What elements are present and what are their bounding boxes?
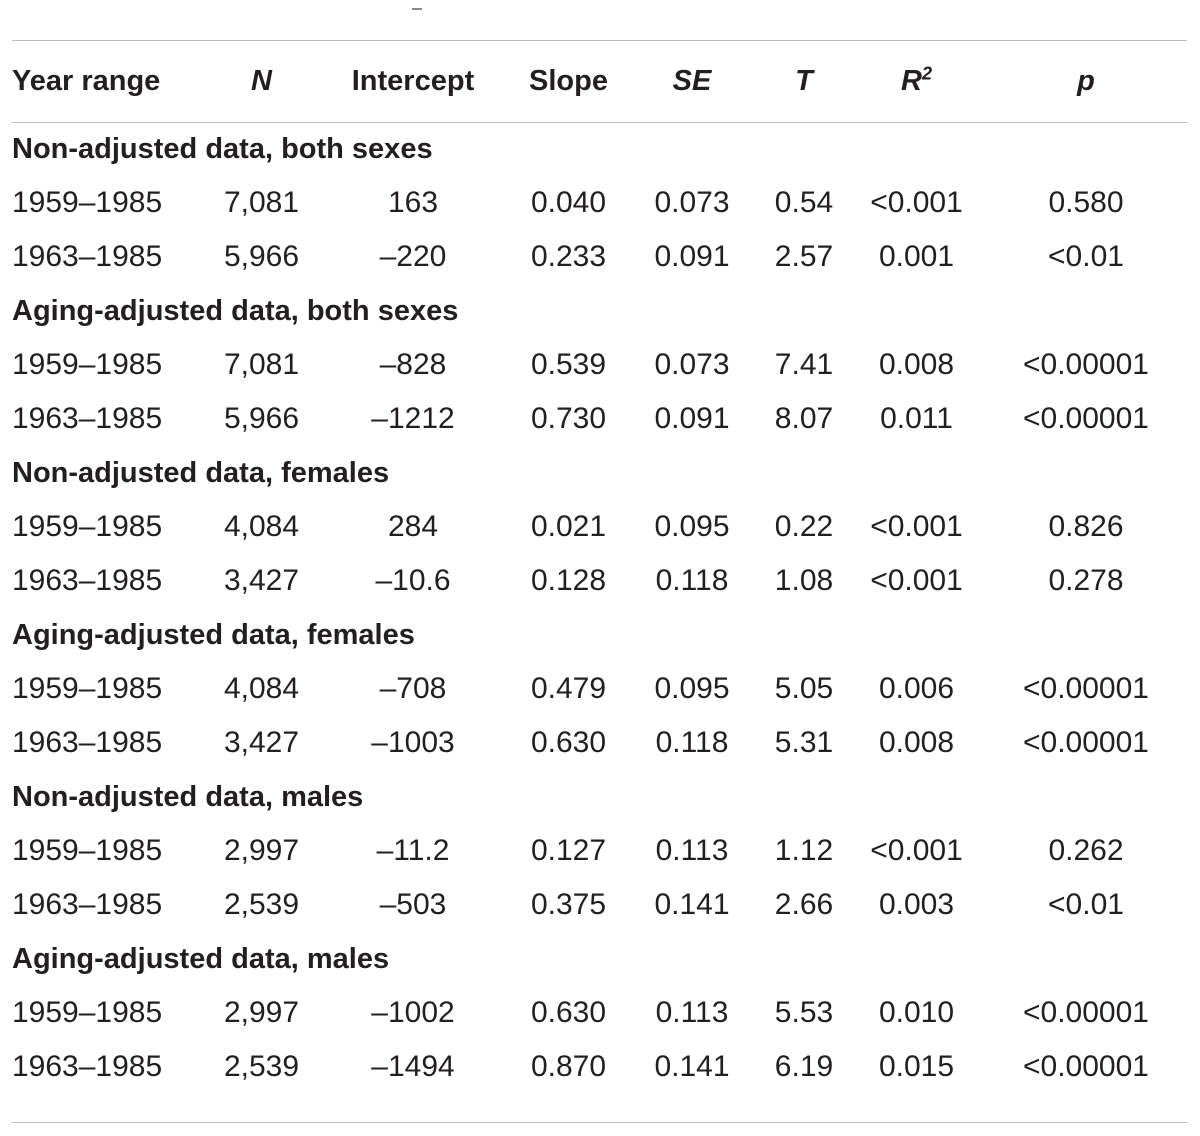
year-range-cell: 1963–1985	[12, 240, 163, 273]
p-value-cell: 0.826	[1048, 510, 1124, 543]
t-cell: 1.12	[774, 834, 834, 867]
n-cell: 3,427	[223, 564, 300, 597]
year-range-cell: 1959–1985	[12, 510, 163, 543]
r-squared-cell: <0.001	[870, 564, 963, 597]
table-row	[12, 176, 1187, 230]
se-cell: 0.141	[654, 1050, 730, 1083]
intercept-cell: –1002	[371, 996, 455, 1029]
intercept-cell: –1003	[371, 726, 455, 759]
slope-cell: 0.233	[530, 240, 607, 273]
se-cell: 0.141	[654, 888, 730, 921]
r-squared-cell: <0.001	[870, 510, 963, 543]
p-value-cell: <0.00001	[1023, 348, 1149, 381]
table-bottom-rule	[12, 1122, 1187, 1123]
se-cell: 0.095	[654, 510, 730, 543]
r-squared-cell: 0.008	[878, 726, 955, 759]
intercept-cell: 163	[387, 186, 439, 219]
n-cell: 2,997	[223, 834, 300, 867]
intercept-cell: –1212	[371, 402, 455, 435]
p-value-cell: <0.00001	[1023, 996, 1149, 1029]
year-range-cell: 1963–1985	[12, 888, 163, 921]
group-heading-row	[12, 770, 1187, 824]
intercept-cell: –10.6	[375, 564, 451, 597]
header-row	[12, 41, 1187, 122]
t-cell: 2.57	[774, 240, 834, 273]
group-heading: Aging-adjusted data, both sexes	[12, 294, 459, 327]
r-squared-cell: 0.008	[878, 348, 955, 381]
r-squared-cell: 0.015	[878, 1050, 955, 1083]
intercept-cell: –828	[379, 348, 447, 381]
p-value-cell: <0.00001	[1023, 726, 1149, 759]
table-header	[12, 41, 1187, 122]
slope-cell: 0.375	[530, 888, 607, 921]
year-range-cell: 1959–1985	[12, 672, 163, 705]
intercept-cell: –220	[379, 240, 447, 273]
t-cell: 5.05	[774, 672, 834, 705]
regression-results-table	[12, 41, 1187, 1094]
se-cell: 0.113	[655, 996, 729, 1029]
year-range-cell: 1959–1985	[12, 186, 163, 219]
r-squared-cell: 0.010	[878, 996, 955, 1029]
table-row	[12, 230, 1187, 284]
group-heading-row	[12, 608, 1187, 662]
se-cell: 0.073	[654, 186, 730, 219]
intercept-cell: –708	[379, 672, 447, 705]
r-squared-cell: 0.003	[878, 888, 955, 921]
t-cell: 5.31	[774, 726, 834, 759]
group-heading-row	[12, 446, 1187, 500]
header-intercept: Intercept	[351, 65, 475, 97]
n-cell: 5,966	[223, 402, 300, 435]
header-r-squared	[848, 41, 985, 122]
t-cell: 2.66	[774, 888, 834, 921]
p-value-cell: <0.00001	[1023, 672, 1149, 705]
p-value-cell: <0.01	[1048, 888, 1124, 921]
n-cell: 7,081	[223, 348, 300, 381]
se-cell: 0.118	[655, 726, 729, 759]
se-cell: 0.113	[655, 834, 729, 867]
slope-cell: 0.128	[530, 564, 607, 597]
se-cell: 0.091	[654, 240, 730, 273]
intercept-cell: –503	[379, 888, 447, 921]
t-cell: 8.07	[774, 402, 834, 435]
table-row	[12, 554, 1187, 608]
p-value-cell: 0.278	[1048, 564, 1124, 597]
se-cell: 0.073	[654, 348, 730, 381]
p-value-cell: <0.00001	[1023, 402, 1149, 435]
group-heading: Non-adjusted data, males	[12, 780, 364, 813]
t-cell: 0.54	[774, 186, 834, 219]
se-cell: 0.091	[654, 402, 730, 435]
r-squared-cell: 0.006	[878, 672, 955, 705]
header-r-squared-base: R	[901, 65, 922, 97]
n-cell: 4,084	[223, 510, 300, 543]
table-row	[12, 878, 1187, 932]
p-value-cell: 0.262	[1048, 834, 1124, 867]
top-edge-mark	[412, 8, 422, 10]
table-row	[12, 824, 1187, 878]
group-heading-row	[12, 122, 1187, 176]
slope-cell: 0.021	[530, 510, 607, 543]
intercept-cell: –11.2	[376, 834, 450, 867]
slope-cell: 0.630	[530, 726, 607, 759]
group-heading: Aging-adjusted data, males	[12, 942, 390, 975]
intercept-cell: 284	[387, 510, 439, 543]
year-range-cell: 1959–1985	[12, 834, 163, 867]
t-cell: 6.19	[774, 1050, 834, 1083]
group-heading: Non-adjusted data, females	[12, 456, 390, 489]
r-squared-cell: 0.001	[878, 240, 955, 273]
p-value-cell: 0.580	[1048, 186, 1124, 219]
year-range-cell: 1963–1985	[12, 1050, 163, 1083]
t-cell: 7.41	[774, 348, 834, 381]
year-range-cell: 1959–1985	[12, 996, 163, 1029]
group-heading: Non-adjusted data, both sexes	[12, 132, 433, 165]
t-cell: 5.53	[774, 996, 834, 1029]
p-value-cell: <0.00001	[1023, 1050, 1149, 1083]
slope-cell: 0.127	[530, 834, 607, 867]
year-range-cell: 1963–1985	[12, 726, 163, 759]
header-t: T	[795, 65, 813, 97]
table-row	[12, 662, 1187, 716]
t-cell: 1.08	[774, 564, 834, 597]
header-n: N	[251, 65, 272, 97]
n-cell: 3,427	[223, 726, 300, 759]
table-row	[12, 1040, 1187, 1094]
header-year-range: Year range	[12, 65, 161, 97]
header-se: SE	[672, 65, 712, 97]
r-squared-cell: <0.001	[870, 834, 963, 867]
header-r-squared-exponent: 2	[921, 63, 932, 84]
group-heading-row	[12, 932, 1187, 986]
se-cell: 0.118	[655, 564, 729, 597]
n-cell: 5,966	[223, 240, 300, 273]
slope-cell: 0.630	[530, 996, 607, 1029]
year-range-cell: 1963–1985	[12, 402, 163, 435]
p-value-cell: <0.01	[1048, 240, 1124, 273]
table-row	[12, 500, 1187, 554]
slope-cell: 0.730	[530, 402, 607, 435]
year-range-cell: 1959–1985	[12, 348, 163, 381]
table-body	[12, 122, 1187, 1094]
header-slope: Slope	[529, 65, 608, 97]
slope-cell: 0.040	[530, 186, 607, 219]
table-row	[12, 986, 1187, 1040]
n-cell: 2,539	[223, 1050, 300, 1083]
intercept-cell: –1494	[371, 1050, 455, 1083]
r-squared-cell: 0.011	[880, 402, 953, 435]
header-p: p	[1077, 65, 1095, 97]
slope-cell: 0.479	[530, 672, 607, 705]
se-cell: 0.095	[654, 672, 730, 705]
n-cell: 2,997	[223, 996, 300, 1029]
group-heading: Aging-adjusted data, females	[12, 618, 415, 651]
n-cell: 7,081	[223, 186, 300, 219]
slope-cell: 0.539	[530, 348, 607, 381]
t-cell: 0.22	[774, 510, 834, 543]
r-squared-cell: <0.001	[870, 186, 963, 219]
group-heading-row	[12, 284, 1187, 338]
year-range-cell: 1963–1985	[12, 564, 163, 597]
slope-cell: 0.870	[530, 1050, 607, 1083]
n-cell: 4,084	[223, 672, 300, 705]
table-row	[12, 392, 1187, 446]
n-cell: 2,539	[223, 888, 300, 921]
table-row	[12, 338, 1187, 392]
table-row	[12, 716, 1187, 770]
